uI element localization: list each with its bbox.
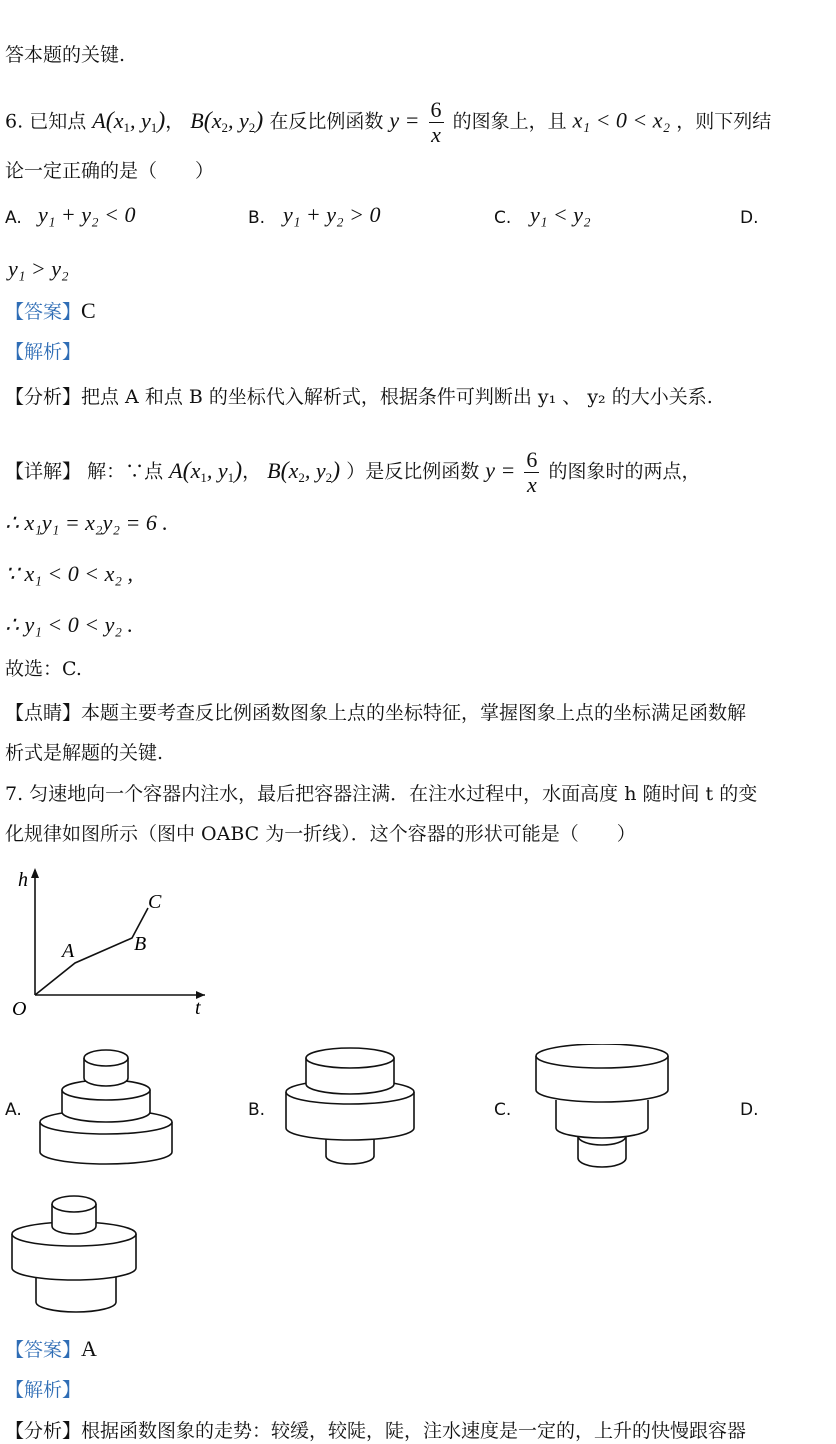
q6-fraction: $\frac{6}{x}$ [430,97,442,147]
q6-stem-b: 在反比例函数 [269,110,384,133]
q6-stem-line1: 6. 已知点 $A(x_1$, $y_1$)， $B(x_2$, $y_2$) 在反比例函数 y = $\frac{6}{x}$ 的图象上，且 x₁ < 0 < x₂ ，则下列结 [5,97,772,147]
q7-option-a-letter: A. [5,1100,22,1120]
q6-option-d-letter: D. [740,208,759,228]
label-c: C [148,891,162,913]
q6-xiangjie-b: ）是反比例函数 [346,460,480,483]
q7-fenxi [5,1418,746,1444]
q6-stem-d: ，则下列结 [676,110,772,133]
q7-fenxi-label: 【分析】 [5,1420,82,1442]
q7-answer [5,1336,97,1363]
q7-stem-line2: 化规律如图所示（图中 OABC 为一折线）．这个容器的形状可能是（ ） [5,823,636,845]
q6-dianjing-2: 析式是解题的关键. [5,742,164,764]
q6-answer-label: 【答案】 [5,301,82,323]
q6-xiangjie-pointA: $A(x_1$, $y_1$) [169,457,243,485]
q6-dianjing [5,700,746,726]
q7-stem-line1: 7. 匀速地向一个容器内注水，最后把容器注满．在注水过程中，水面高度 h 随时间 t 的变 [5,783,758,805]
container-d-figure [8,1192,140,1318]
q6-condition: x₁ < 0 < x₂ [572,107,671,133]
q6-option-c-expr: y₁ < y₂ [530,202,591,227]
q7-fenxi-text: 根据函数图象的走势：较缓，较陡，陡，注水速度是一定的，上升的快慢跟容器 [81,1420,747,1442]
q6-choose: 故选：C. [5,658,82,680]
q6-stem-line2: 论一定正确的是（ ） [5,160,215,182]
q7-height-time-graph [0,860,220,1020]
q6-xiangjie-label: 【详解】 [5,460,82,483]
q6-number: 6. [5,110,24,133]
q6-xiangjie-c: 的图象时的两点， [548,460,701,483]
label-a: A [62,940,75,962]
q6-pointB: $B(x_2$, $y_2$) [190,107,264,135]
h-axis-arrow [31,868,39,878]
q6-xiangjie-fraction: $\frac{6}{x}$ [526,447,538,497]
q7-option-b-letter: B. [248,1100,266,1120]
q6-stem-a: 已知点 [29,110,87,133]
oabc-polyline [35,908,148,995]
q6-option-d-expr: y₁ > y₂ [8,256,69,281]
q6-xiangjie-pointB: $B(x_2$, $y_2$) [267,457,341,485]
label-o: O [12,998,27,1020]
q7-answer-value: A [81,1336,97,1361]
label-h: h [18,869,28,891]
q6-xiangjie-a: 解：∵点 [87,460,164,483]
label-t: t [195,997,201,1019]
container-a-figure [36,1044,178,1170]
previous-solution-end: 答本题的关键. [5,44,126,66]
q7-analysis-label: 【解析】 [5,1379,82,1401]
q6-dianjing-1: 本题主要考查反比例函数图象上点的坐标特征，掌握图象上点的坐标满足函数解 [81,702,747,724]
q6-analysis-label: 【解析】 [5,341,82,363]
label-b: B [134,933,147,955]
container-c-figure [532,1044,672,1172]
q6-answer-value: C [81,298,96,323]
q7-answer-label: 【答案】 [5,1339,82,1361]
q6-step2: ∵ x₁ < 0 < x₂ , [5,561,134,586]
q7-option-d-letter: D. [740,1100,759,1120]
q7-option-c-letter: C. [494,1100,512,1120]
q6-fenxi [5,384,713,410]
q6-stem-c: 的图象上，且 [452,110,567,133]
q6-fenxi-label: 【分析】 [5,386,82,408]
q6-xiangjie: 【详解】 解：∵点 $A(x_1$, $y_1$)， $B(x_2$, $y_2$) ）是反比例函数 y = $\frac{6}{x}$ 的图象时的两点， [5,447,701,497]
q6-option-a-expr: y₁ + y₂ < 0 [38,202,136,227]
q6-option-b-letter: B. [248,208,266,228]
q6-fenxi-text: 把点 A 和点 B 的坐标代入解析式，根据条件可判断出 y₁ 、 y₂ 的大小关系. [81,386,713,408]
q6-answer [5,298,96,325]
q6-xiangjie-fn-y: y = [485,457,516,483]
q6-option-b-expr: y₁ + y₂ > 0 [283,202,381,227]
q6-option-c-letter: C. [494,208,512,228]
q6-dianjing-label: 【点睛】 [5,702,82,724]
q6-option-a-letter: A. [5,208,22,228]
q6-fn-y: y = [389,107,420,133]
container-b-figure [282,1044,418,1170]
q6-pointA: $A(x_1$, $y_1$) [92,107,166,135]
q6-step3: ∴ y₁ < 0 < y₂ . [5,612,134,637]
q6-step1: ∴ x₁y₁ = x₂y₂ = 6 . [5,510,168,535]
